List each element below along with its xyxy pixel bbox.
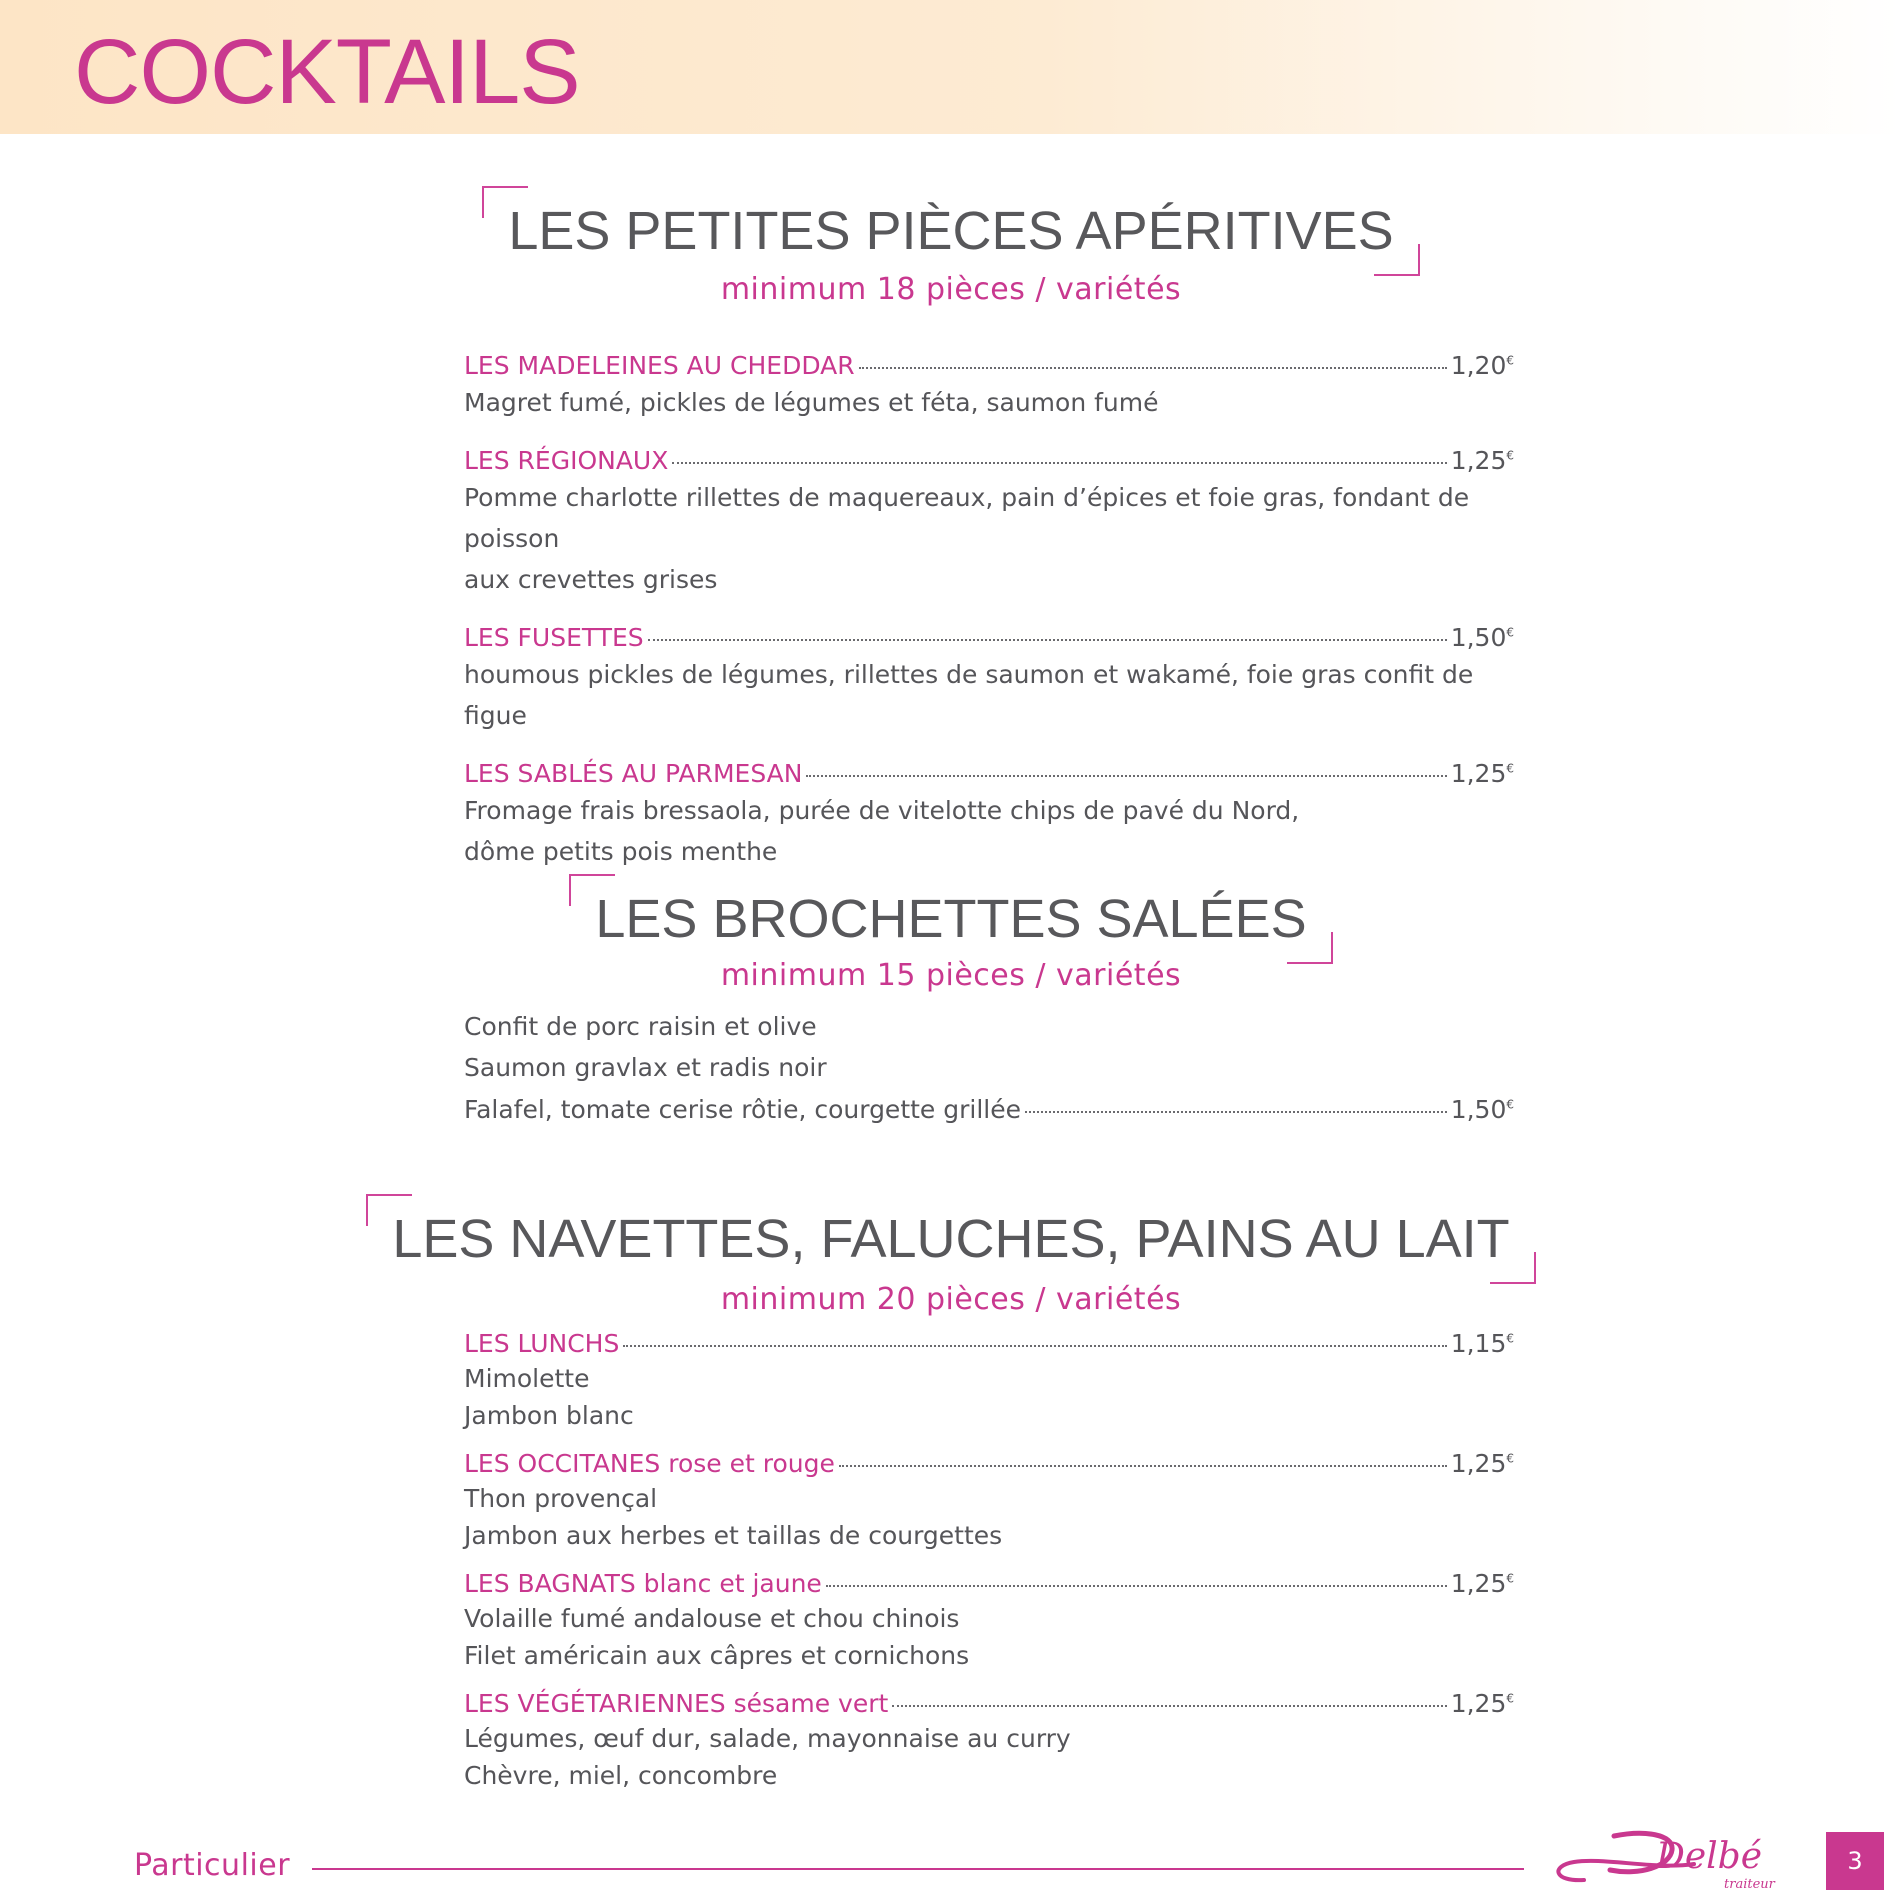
item-name: LES VÉGÉTARIENNES sésame vert	[464, 1689, 889, 1718]
logo-wordmark: Delbé	[1656, 1836, 1763, 1877]
dot-leader	[623, 1345, 1446, 1347]
item-price: 1,25€	[1450, 1569, 1514, 1598]
bracket-corner-top-left	[482, 186, 528, 218]
heading-frame	[366, 1208, 1535, 1270]
logo-subtext: traiteur	[1724, 1877, 1775, 1892]
menu-item	[464, 1568, 1514, 1674]
footer-label: Particulier	[134, 1848, 291, 1883]
dot-leader	[859, 367, 1447, 369]
section-title: LES BROCHETTES SALÉES	[595, 889, 1307, 949]
dot-leader	[1025, 1111, 1447, 1113]
item-name: LES BAGNATS blanc et jaune	[464, 1569, 822, 1598]
menu-item-header	[464, 445, 1514, 477]
menu-item-header	[464, 1568, 1514, 1600]
menu-item	[464, 445, 1514, 600]
heading-frame	[482, 200, 1419, 262]
item-description: Mimolette	[464, 1364, 590, 1393]
item-name: LES RÉGIONAUX	[464, 446, 669, 475]
section-title: LES NAVETTES, FALUCHES, PAINS AU LAIT	[392, 1209, 1510, 1269]
section-heading-navettes	[0, 1208, 1902, 1270]
heading-frame	[569, 888, 1332, 950]
dot-leader	[672, 462, 1446, 464]
item-price: 1,25€	[1450, 1449, 1514, 1478]
item-description: Volaille fumé andalouse et chou chinois	[464, 1604, 960, 1633]
item-description: Jambon aux herbes et taillas de courgettes	[464, 1521, 1003, 1550]
item-name: Falafel, tomate cerise rôtie, courgette grillée	[464, 1095, 1021, 1124]
menu-item-header	[464, 1448, 1514, 1480]
item-description: Filet américain aux câpres et cornichons	[464, 1641, 970, 1670]
dot-leader	[826, 1585, 1447, 1587]
bracket-corner-top-left	[569, 874, 615, 906]
page-title: COCKTAILS	[74, 21, 580, 123]
brochette-line: Saumon gravlax et radis noir	[464, 1053, 827, 1082]
section-heading-aperitives	[0, 200, 1902, 262]
menu-item-header	[464, 622, 1514, 654]
item-price: 1,25€	[1450, 1689, 1514, 1718]
menu-item-header	[464, 350, 1514, 382]
item-description: Pomme charlotte rillettes de maquereaux, pain d’épices et foie gras, fondant de poisson	[464, 483, 1470, 553]
dot-leader	[806, 775, 1446, 777]
menu-list-brochettes	[464, 1006, 1514, 1126]
menu-item-header	[464, 1094, 1514, 1126]
brand-logo	[1544, 1820, 1794, 1892]
bracket-corner-bottom-right	[1490, 1252, 1536, 1284]
section-subtitle: minimum 18 pièces / variétés	[720, 272, 1182, 307]
item-description: Légumes, œuf dur, salade, mayonnaise au curry	[464, 1724, 1071, 1753]
item-description: aux crevettes grises	[464, 565, 718, 594]
menu-list-navettes	[464, 1328, 1514, 1794]
section-title: LES PETITES PIÈCES APÉRITIVES	[508, 201, 1394, 261]
item-description: Fromage frais bressaola, purée de vitelotte chips de pavé du Nord,	[464, 796, 1300, 825]
dot-leader	[892, 1705, 1446, 1707]
menu-item	[464, 1328, 1514, 1434]
item-name: LES SABLÉS AU PARMESAN	[464, 759, 803, 788]
item-price: 1,25€	[1450, 759, 1514, 788]
item-price: 1,25€	[1450, 446, 1514, 475]
section-subtitle: minimum 20 pièces / variétés	[720, 1282, 1182, 1317]
item-price: 1,15€	[1450, 1329, 1514, 1358]
dot-leader	[839, 1465, 1447, 1467]
item-description: Thon provençal	[464, 1484, 658, 1513]
menu-item	[464, 1448, 1514, 1554]
bracket-corner-top-left	[366, 1194, 412, 1226]
section-subtitle: minimum 15 pièces / variétés	[720, 958, 1182, 993]
brochette-line: Confit de porc raisin et olive	[464, 1012, 817, 1041]
page-number-badge: 3	[1826, 1832, 1884, 1890]
menu-item	[464, 758, 1514, 872]
item-description: dôme petits pois menthe	[464, 837, 778, 866]
item-price: 1,50€	[1450, 1095, 1514, 1124]
menu-item-header	[464, 758, 1514, 790]
item-description: Chèvre, miel, concombre	[464, 1761, 778, 1790]
item-name: LES MADELEINES AU CHEDDAR	[464, 351, 855, 380]
footer-divider	[312, 1868, 1524, 1870]
section-heading-brochettes	[0, 888, 1902, 950]
menu-item	[464, 1688, 1514, 1794]
menu-item-header	[464, 1688, 1514, 1720]
item-name: LES LUNCHS	[464, 1329, 620, 1358]
item-name: LES FUSETTES	[464, 623, 644, 652]
item-description: Jambon blanc	[464, 1401, 634, 1430]
menu-item	[464, 622, 1514, 736]
item-name: LES OCCITANES rose et rouge	[464, 1449, 835, 1478]
dot-leader	[648, 639, 1447, 641]
item-description: Magret fumé, pickles de légumes et féta, saumon fumé	[464, 388, 1159, 417]
menu-list-aperitives	[464, 350, 1514, 872]
menu-item	[464, 350, 1514, 423]
item-price: 1,50€	[1450, 623, 1514, 652]
menu-item-header	[464, 1328, 1514, 1360]
item-description: houmous pickles de légumes, rillettes de saumon et wakamé, foie gras confit de figue	[464, 660, 1474, 730]
item-price: 1,20€	[1450, 351, 1514, 380]
